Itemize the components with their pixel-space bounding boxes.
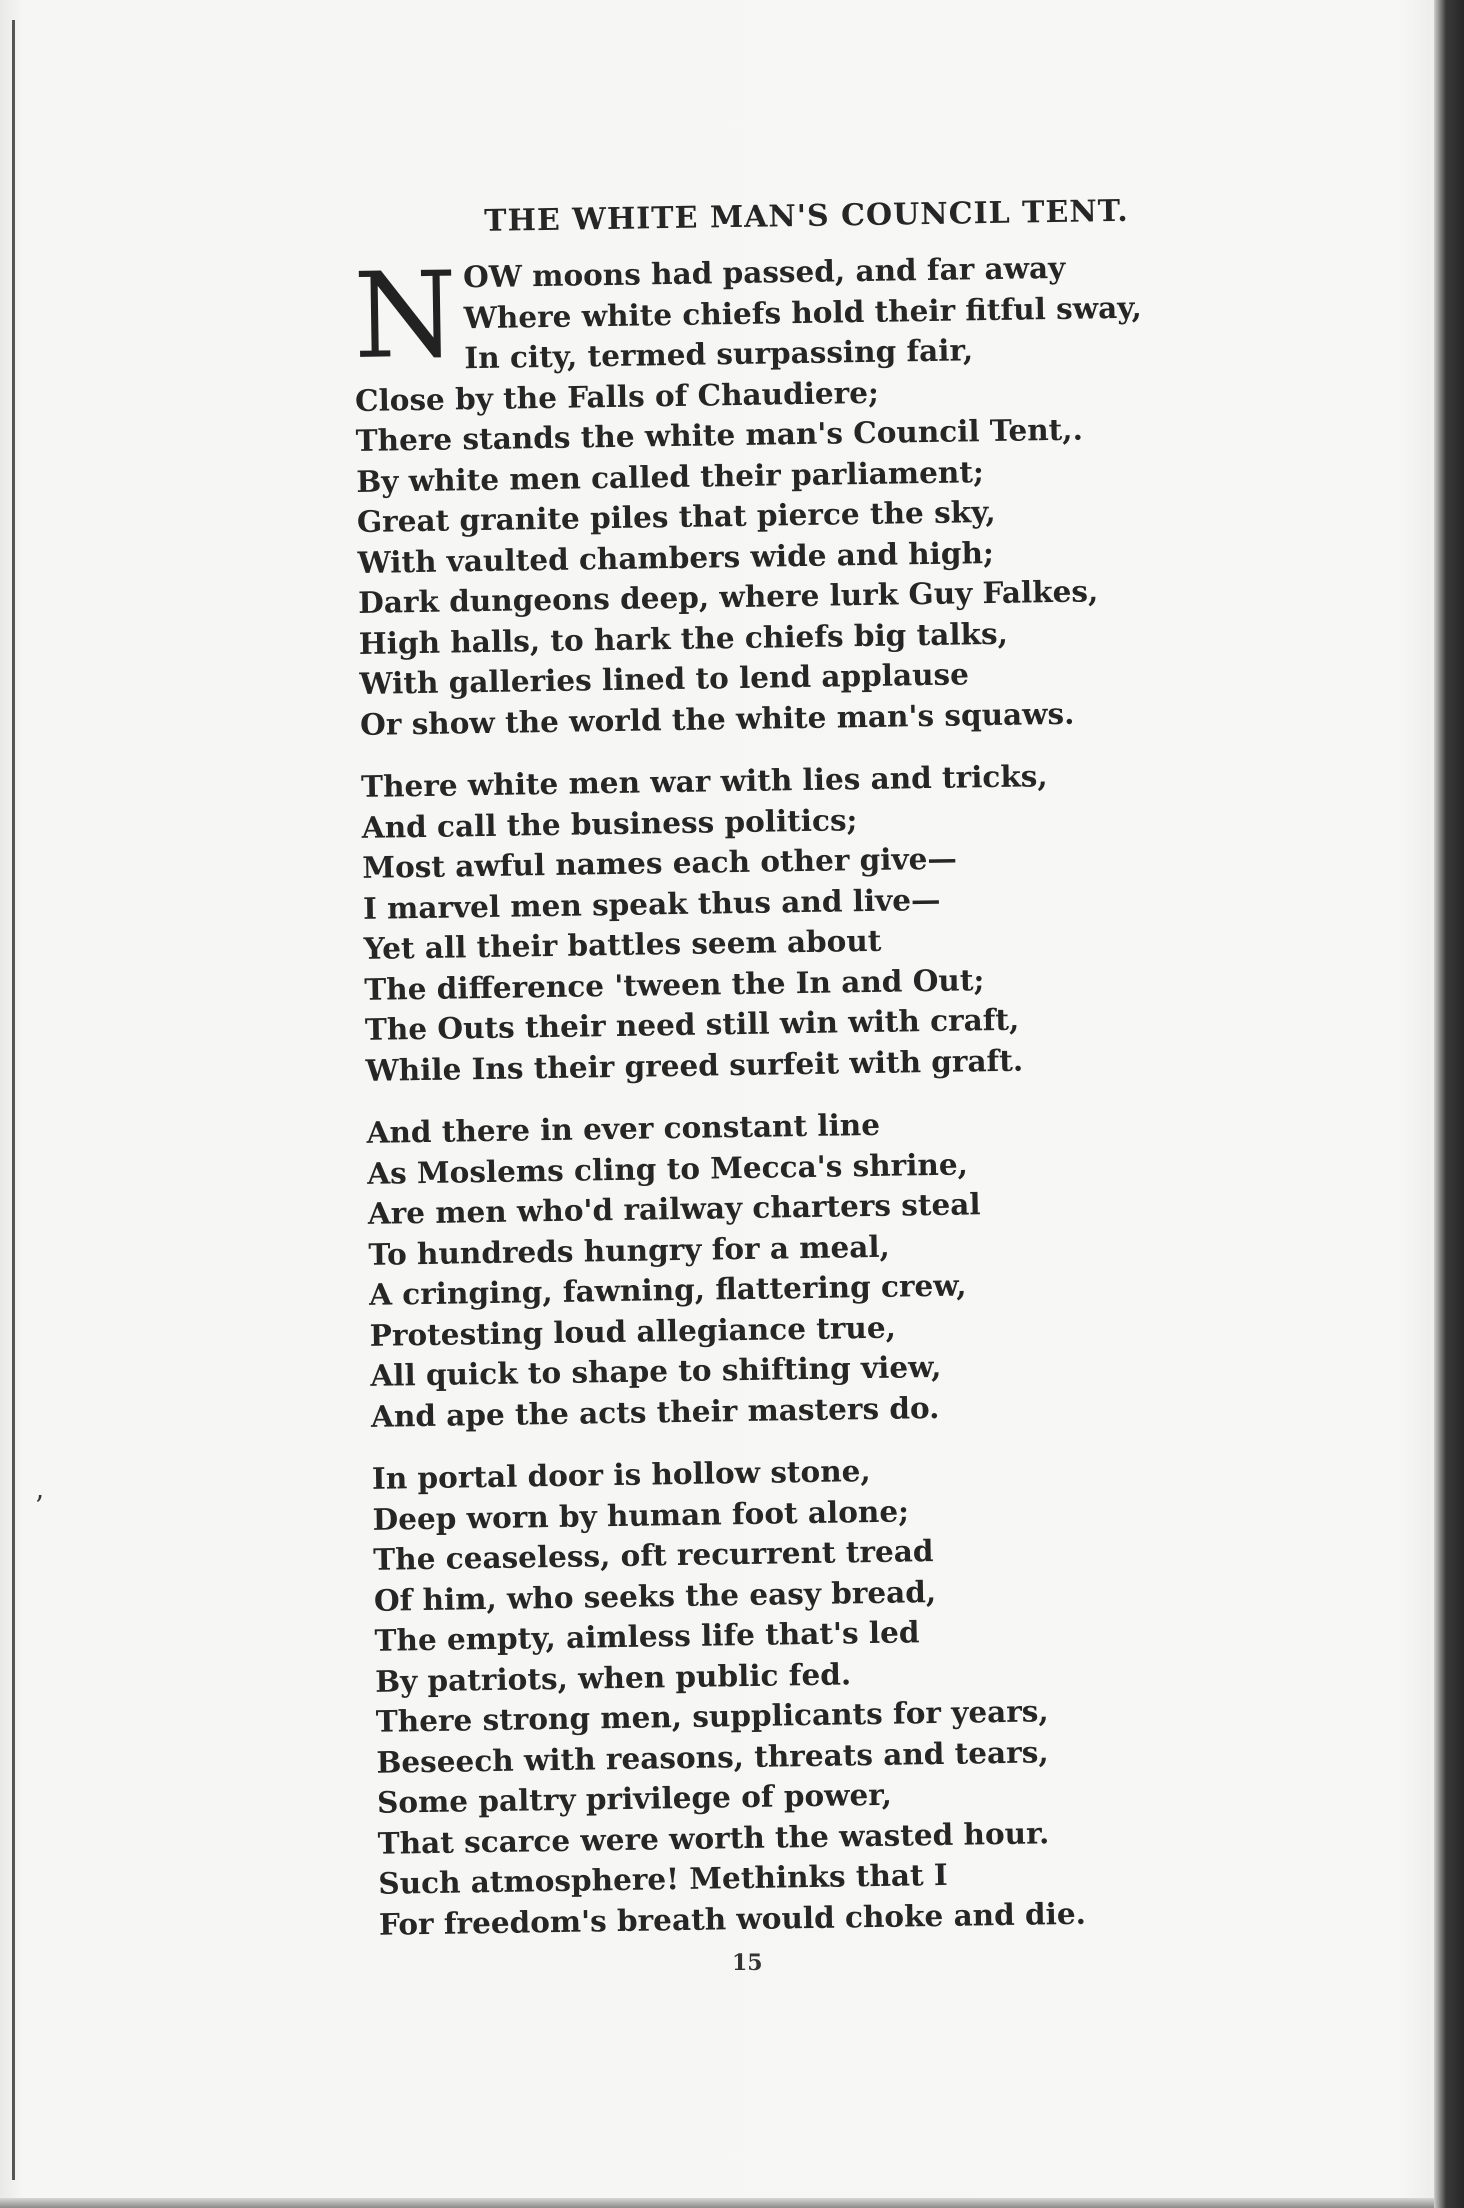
poem-line: As Moslems cling to Mecca's shrine, — [366, 1145, 969, 1191]
poem-line: In portal door is hollow stone, — [371, 1453, 871, 1496]
poem-line: All quick to shape to shifting view, — [370, 1348, 942, 1393]
poem-line: Close by the Falls of Chaudiere; — [354, 374, 880, 418]
poem-line: And there in ever constant line — [366, 1106, 881, 1150]
poem-line: With vaulted chambers wide and high; — [357, 534, 995, 580]
poem-line: And call the business politics; — [361, 801, 858, 845]
poem-line: OW moons had passed, and far away — [462, 249, 1066, 295]
poem-line: I marvel men speak thus and live— — [362, 881, 941, 926]
page-left-edge — [12, 20, 15, 2180]
poem-line: A cringing, fawning, flattering crew, — [368, 1267, 967, 1312]
poem-line: For freedom's breath would choke and die. — [378, 1895, 1087, 1942]
poem-line: Protesting loud allegiance true, — [369, 1309, 897, 1353]
poem-line: Beseech with reasons, threats and tears, — [376, 1733, 1049, 1780]
page-right-edge — [1434, 0, 1464, 2208]
poem-line: There strong men, supplicants for years, — [375, 1693, 1049, 1739]
poem-line: In city, termed surpassing fair, — [464, 332, 974, 376]
poem-line: Of him, who seeks the easy bread, — [373, 1573, 937, 1618]
poem — [352, 194, 1170, 1967]
poem-line: There stands the white man's Council Tent,. — [355, 411, 1084, 458]
page-bottom-edge — [0, 2198, 1434, 2208]
poem-line: Great granite piles that pierce the sky, — [356, 493, 996, 539]
poem-line: Some paltry privilege of power, — [376, 1776, 893, 1820]
poem-line: Are men who'd railway charters steal — [367, 1186, 981, 1231]
poem-line: Where white chiefs hold their fitful sway, — [463, 289, 1143, 335]
poem-line: That scarce were worth the wasted hour. — [377, 1814, 1050, 1861]
poem-line: The ceaseless, oft recurrent tread — [372, 1533, 934, 1577]
poem-line: Dark dungeons deep, where lurk Guy Falkes, — [357, 573, 1099, 620]
poem-line: The Outs their need still win with craft, — [364, 1001, 1020, 1047]
poem-line: By white men called their parliament; — [356, 453, 985, 499]
poem-line: The empty, aimless life that's led — [374, 1614, 920, 1658]
page-number: 15 — [732, 1950, 763, 1976]
poem-line: High halls, to hark the chiefs big talks, — [358, 615, 1009, 661]
stanza-3 — [366, 1100, 1161, 1436]
poem-title: THE WHITE MAN'S COUNCIL TENT. — [483, 193, 1129, 239]
poem-line: There white men war with lies and tricks, — [360, 758, 1048, 804]
stanza-1 — [353, 247, 1151, 745]
poem-line: Deep worn by human foot alone; — [372, 1492, 910, 1537]
poem-line: Yet all their battles seem about — [363, 922, 882, 966]
poem-line: While Ins their greed surfeit with graft. — [365, 1042, 1024, 1088]
stanza-4 — [372, 1446, 1170, 1944]
poem-line: Or show the world the white man's squaws. — [359, 695, 1075, 742]
poem-line: To hundreds hungry for a meal, — [368, 1228, 891, 1272]
poem-line: The difference 'tween the In and Out; — [364, 961, 985, 1007]
poem-line: Most awful names each other give— — [362, 840, 958, 885]
poem-line: And ape the acts their masters do. — [370, 1389, 940, 1434]
poem-line: By patriots, when public fed. — [374, 1655, 852, 1699]
drop-cap: N — [352, 245, 459, 385]
margin-mark: ʼ — [34, 1490, 43, 1523]
poem-line: With galleries lined to lend applause — [359, 656, 970, 701]
poem-line: Such atmosphere! Methinks that I — [378, 1856, 948, 1901]
stanza-2 — [361, 755, 1156, 1091]
